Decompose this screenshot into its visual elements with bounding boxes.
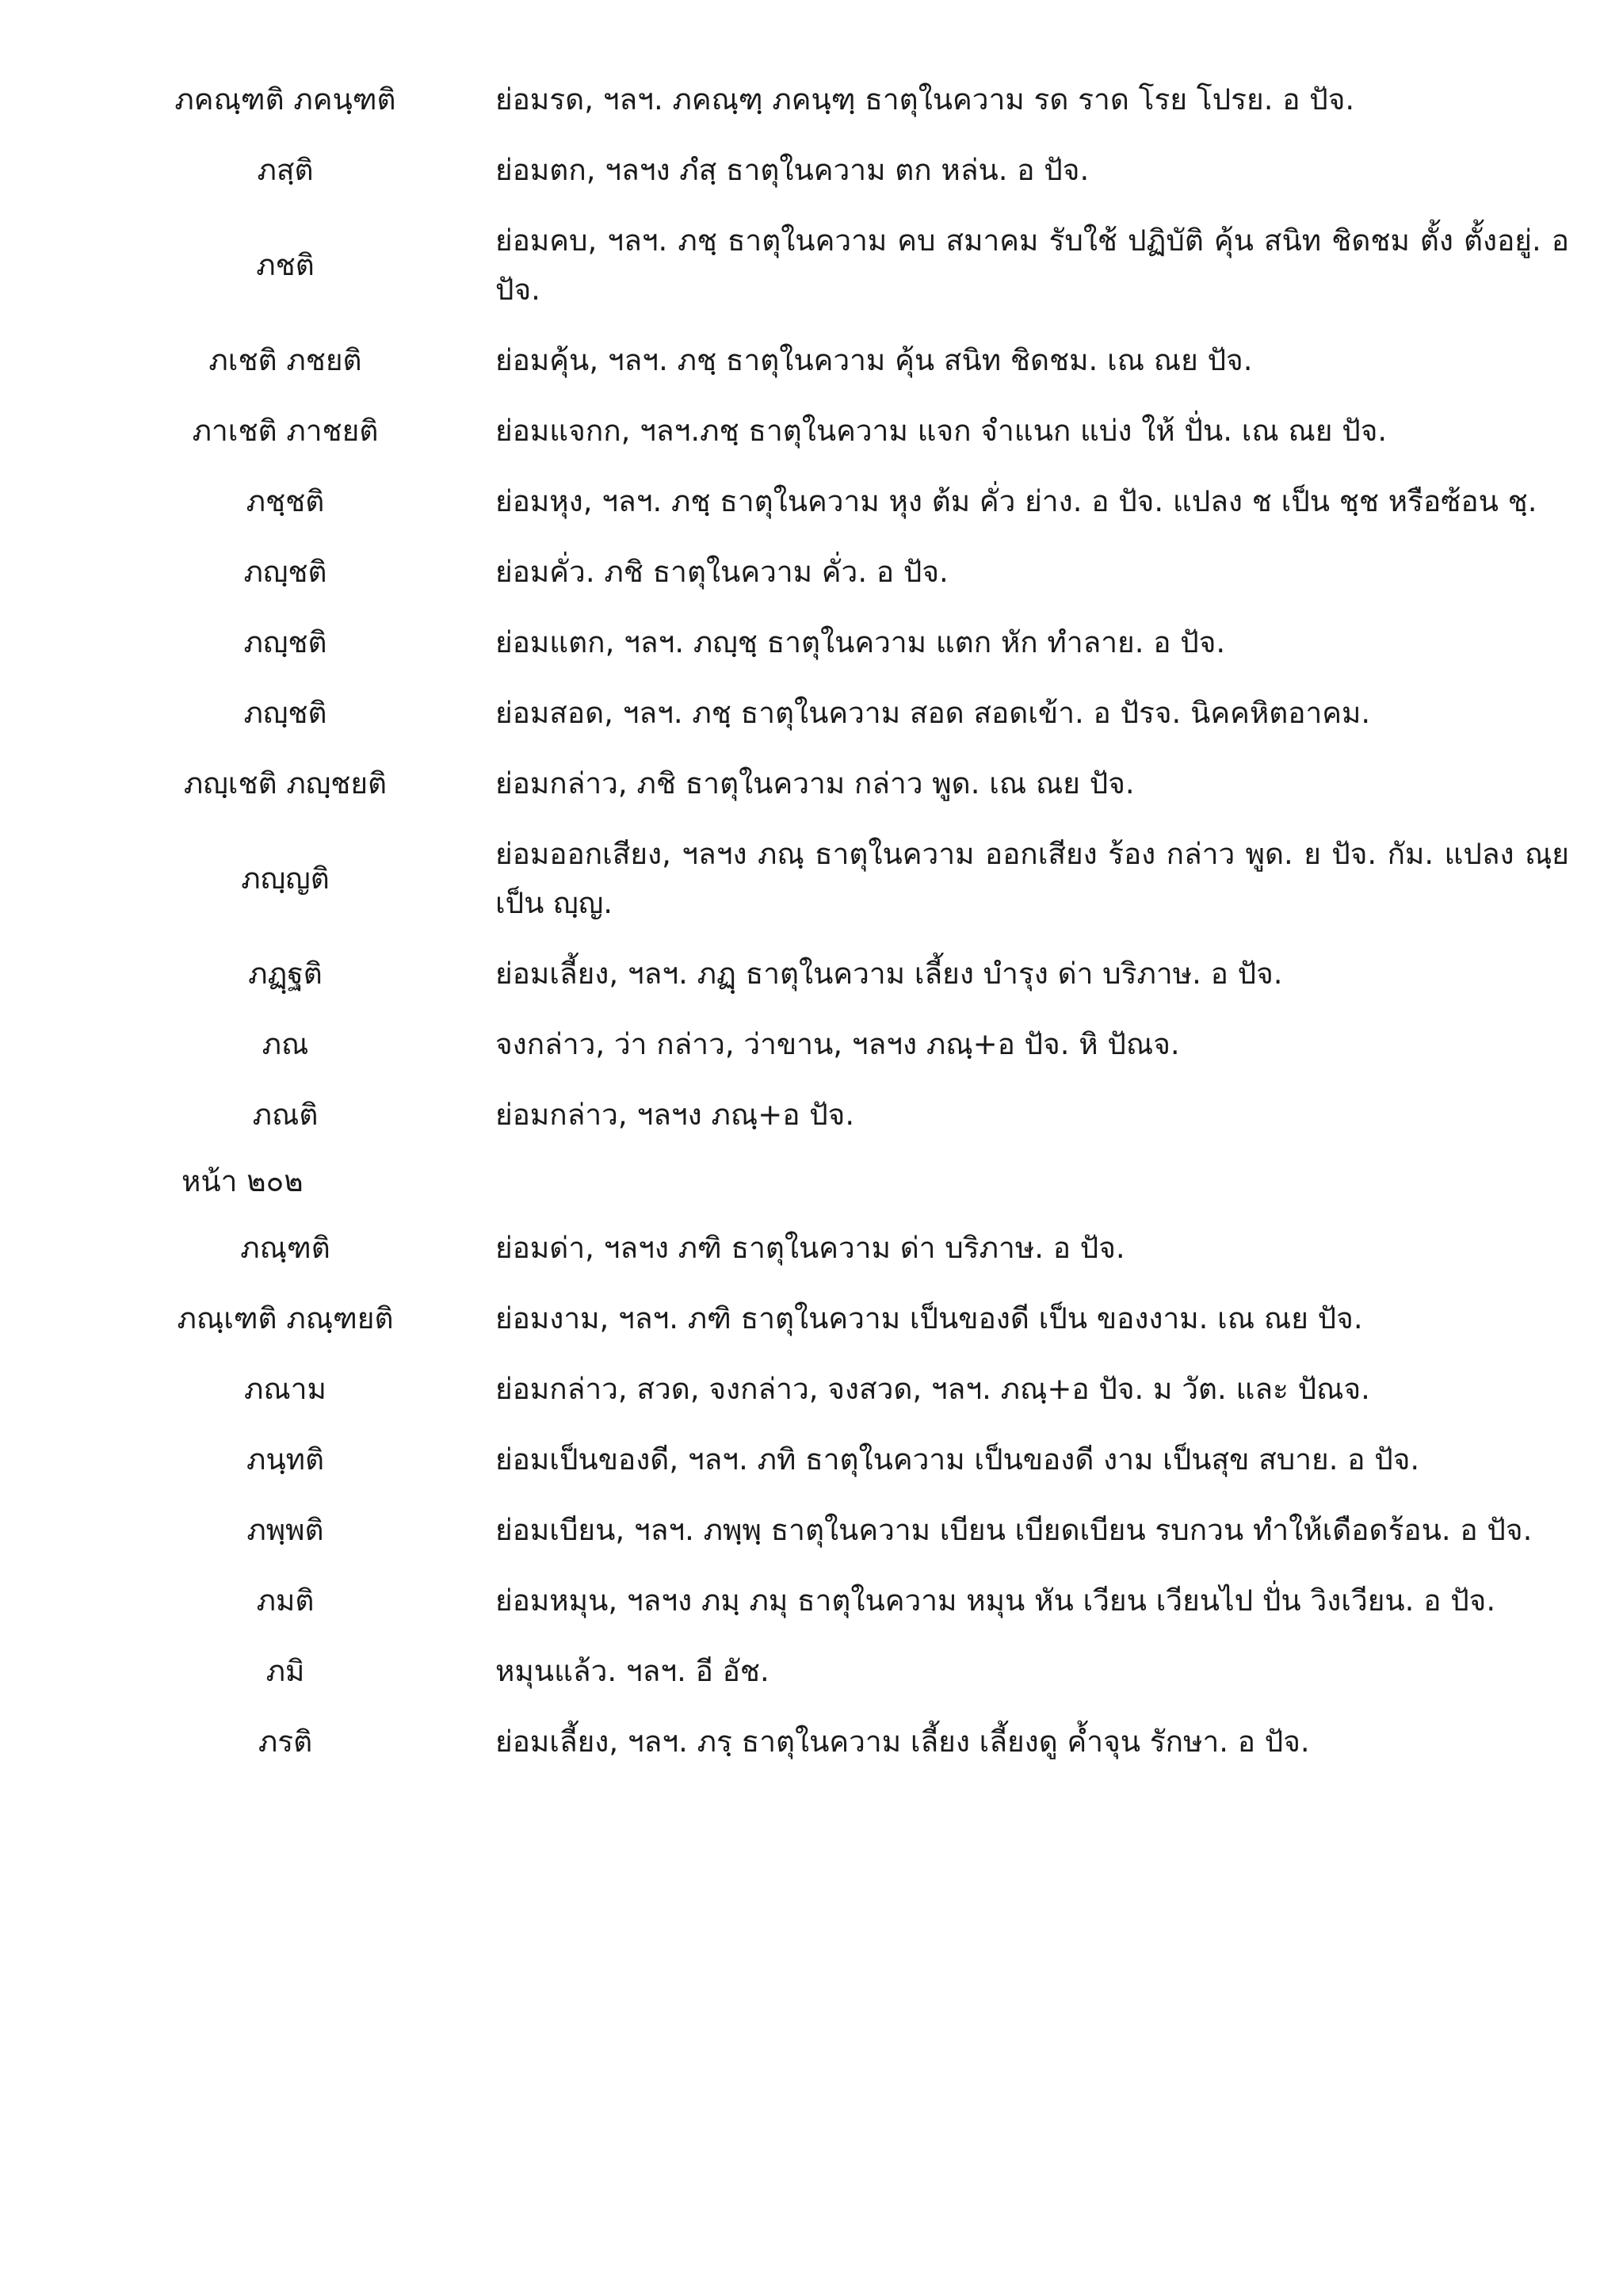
entry-term: ภณฺฑติ [240,1231,330,1265]
entry-definition: ย่อมตก, ฯลฯง ภํสฺ ธาตุในความ ตก หล่น. อ ปัจ. [495,153,1090,187]
entry-term: ภสฺติ [257,153,314,187]
page-number: หน้า ๒๐๒ [181,1164,304,1198]
entry-definition: หมุนแล้ว. ฯลฯ. อี อัช. [495,1654,769,1688]
entry [0,830,1623,928]
entry [0,548,1623,597]
entry [0,1365,1623,1414]
entry [0,1224,1623,1273]
entry [0,1294,1623,1343]
entry-term: ภญฺชติ [243,696,327,730]
entry-definition: ย่อมรด, ฯลฯ. ภคณฺฑฺ ภคนฺฑฺ ธาตุในความ รด ราด โรย โปรย. อ ปัจ. [495,82,1355,117]
entry-term: ภญฺชติ [243,555,327,589]
entry-term: ภรติ [258,1725,313,1759]
entry [0,1576,1623,1626]
entry-definition: ย่อมกล่าว, ภชิ ธาตุในความ กล่าว พูด. เณ ณย ปัจ. [495,766,1135,800]
page-marker-row [0,1157,1623,1206]
entry [0,75,1623,124]
entry-definition: ย่อมเบียน, ฯลฯ. ภพฺพฺ ธาตุในความ เบียน เบียดเบียน รบกวน ทำให้เดือดร้อน. อ ปัจ. [495,1513,1533,1547]
entry [0,1506,1623,1555]
entry [0,1091,1623,1140]
entry-term: ภญฺญติ [241,861,330,896]
entry-term: ภพฺพติ [246,1513,324,1547]
entry-term: ภเชติ ภชยติ [208,343,362,377]
entry-definition: ย่อมคบ, ฯลฯ. ภชฺ ธาตุในความ คบ สมาคม รับใช้ ปฏิบัติ คุ้น สนิท ชิดชม ตั้ง ตั้งอยู่. อ ปัจ. [495,223,1569,307]
entry-definition: จงกล่าว, ว่า กล่าว, ว่าขาน, ฯลฯง ภณฺ+อ ปัจ. หิ ปัณจ. [495,1027,1180,1061]
entry-definition: ย่อมคุ้น, ฯลฯ. ภชฺ ธาตุในความ คุ้น สนิท ชิดชม. เณ ณย ปัจ. [495,343,1253,377]
entry [0,146,1623,195]
entry-definition: ย่อมงาม, ฯลฯ. ภฑิ ธาตุในความ เป็นของดี เป็น ของงาม. เณ ณย ปัจ. [495,1301,1363,1335]
entry-term: ภญฺชติ [243,625,327,659]
entry-term: ภชติ [256,248,315,282]
entry-definition: ย่อมกล่าว, สวด, จงกล่าว, จงสวด, ฯลฯ. ภณฺ+อ ปัจ. ม วัต. และ ปัณจ. [495,1372,1370,1406]
dictionary-entries [0,75,1623,1767]
entry-definition: ย่อมออกเสียง, ฯลฯง ภณฺ ธาตุในความ ออกเสียง ร้อง กล่าว พูด. ย ปัจ. กัม. แปลง ณฺย เป็น ญฺญ. [495,837,1569,920]
entry-term: ภณ [262,1027,309,1061]
entry-definition: ย่อมแจกก, ฯลฯ.ภชฺ ธาตุในความ แจก จำแนก แบ่ง ให้ ปั่น. เณ ณย ปัจ. [495,414,1388,448]
entry [0,618,1623,667]
entry-definition: ย่อมเป็นของดี, ฯลฯ. ภทิ ธาตุในความ เป็นของดี งาม เป็นสุข สบาย. อ ปัจ. [495,1442,1420,1477]
entry [0,336,1623,385]
entry-term: ภมติ [256,1584,315,1618]
entry-definition: ย่อมหมุน, ฯลฯง ภมฺ ภมุ ธาตุในความ หมุน หัน เวียน เวียนไป ปั่น วิงเวียน. อ ปัจ. [495,1584,1496,1618]
entry [0,1717,1623,1767]
entry-definition: ย่อมหุง, ฯลฯ. ภชฺ ธาตุในความ หุง ต้ม คั่ว ย่าง. อ ปัจ. แปลง ช เป็น ชฺช หรือซ้อน ชฺ. [495,484,1537,518]
entry-term: ภณาม [244,1372,327,1406]
entry-term: ภณติ [252,1098,319,1132]
entry-definition: ย่อมกล่าว, ฯลฯง ภณฺ+อ ปัจ. [495,1098,855,1132]
entry [0,689,1623,738]
entry-definition: ย่อมเลี้ยง, ฯลฯ. ภฏฺ ธาตุในความ เลี้ยง บำรุง ด่า บริภาษ. อ ปัจ. [495,957,1283,991]
entry-definition: ย่อมคั่ว. ภชิ ธาตุในความ คั่ว. อ ปัจ. [495,555,949,589]
entry-term: ภาเชติ ภาชยติ [192,414,379,448]
entry-definition: ย่อมแตก, ฯลฯ. ภญฺชฺ ธาตุในความ แตก หัก ทำลาย. อ ปัจ. [495,625,1226,659]
entry [0,949,1623,999]
entry [0,1435,1623,1484]
entry-definition: ย่อมสอด, ฯลฯ. ภชฺ ธาตุในความ สอด สอดเข้า. อ ปัรจ. นิคคหิตอาคม. [495,696,1371,730]
entry [0,759,1623,808]
entry-term: ภมิ [265,1654,305,1688]
entry-definition: ย่อมด่า, ฯลฯง ภฑิ ธาตุในความ ด่า บริภาษ. อ ปัจ. [495,1231,1125,1265]
entry [0,216,1623,315]
entry-definition: ย่อมเลี้ยง, ฯลฯ. ภรฺ ธาตุในความ เลี้ยง เลี้ยงดู ค้ำจุน รักษา. อ ปัจ. [495,1725,1310,1759]
entry-term: ภชฺชติ [246,484,325,518]
entry-term: ภคณฺฑติ ภคนฺฑติ [174,82,396,117]
entry-term: ภนฺทติ [246,1442,325,1477]
entry-term: ภญฺเชติ ภญฺชยติ [183,766,388,800]
entry [0,1020,1623,1069]
entry-term: ภฏฺฐติ [248,957,323,991]
entry [0,407,1623,456]
entry-term: ภณฺเฑติ ภณฺฑยติ [177,1301,394,1335]
entry [0,1647,1623,1696]
entry [0,477,1623,526]
